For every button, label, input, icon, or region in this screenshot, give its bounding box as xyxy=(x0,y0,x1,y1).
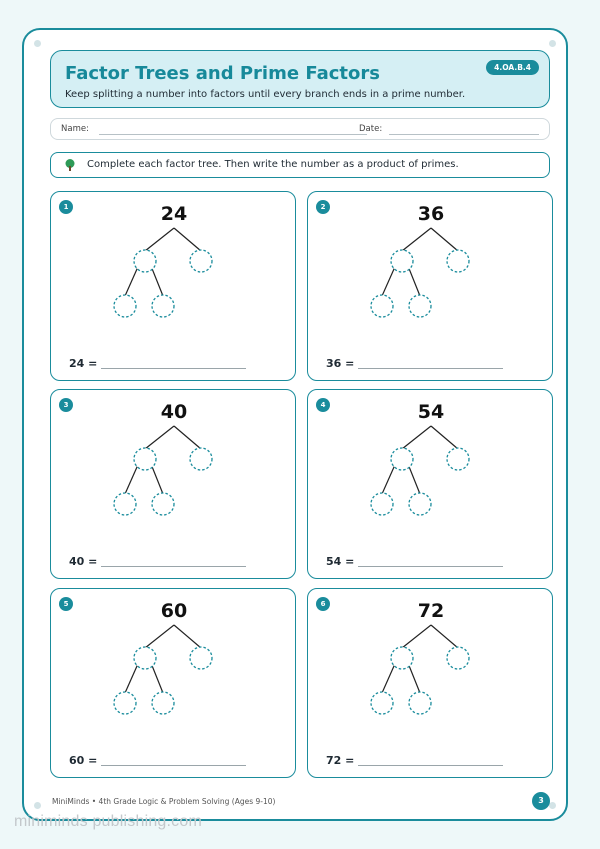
answer-label: 36 = xyxy=(326,357,355,370)
answer-line[interactable] xyxy=(358,566,503,567)
factor-circle[interactable] xyxy=(391,250,413,272)
factor-circle[interactable] xyxy=(409,295,431,317)
page-subtitle: Keep splitting a number into factors until every branch ends in a prime number. xyxy=(65,89,466,100)
answer-label: 72 = xyxy=(326,754,355,767)
tree-branch xyxy=(145,625,174,648)
name-field[interactable] xyxy=(99,134,367,135)
corner-dot xyxy=(34,802,41,809)
tree-root-number: 40 xyxy=(160,401,188,423)
factor-circle[interactable] xyxy=(447,448,469,470)
tree-branch xyxy=(402,426,431,449)
factor-circle[interactable] xyxy=(391,647,413,669)
factor-tree-panel xyxy=(50,191,296,381)
tree-branch xyxy=(431,426,458,449)
factor-tree-diagram xyxy=(308,192,554,352)
factor-circle[interactable] xyxy=(447,647,469,669)
factor-circle[interactable] xyxy=(134,647,156,669)
factor-circle[interactable] xyxy=(152,692,174,714)
tree-branch xyxy=(431,228,458,251)
tree-branch xyxy=(145,228,174,251)
answer-line[interactable] xyxy=(101,368,246,369)
factor-circle[interactable] xyxy=(447,250,469,272)
answer-label: 60 = xyxy=(69,754,98,767)
watermark: miniminds publishing.com xyxy=(14,813,202,830)
tree-branch xyxy=(402,228,431,251)
factor-circle[interactable] xyxy=(114,493,136,515)
corner-dot xyxy=(549,802,556,809)
page-number-badge: 3 xyxy=(532,792,550,810)
instruction-text: Complete each factor tree. Then write the number as a product of primes. xyxy=(87,159,459,170)
tree-root-number: 60 xyxy=(160,600,188,622)
factor-tree-panel xyxy=(50,389,296,579)
factor-circle[interactable] xyxy=(409,493,431,515)
factor-circle[interactable] xyxy=(114,692,136,714)
factor-tree-diagram xyxy=(51,589,297,749)
factor-circle[interactable] xyxy=(152,493,174,515)
factor-tree-panel xyxy=(307,588,553,778)
tree-icon xyxy=(63,158,77,172)
factor-circle[interactable] xyxy=(152,295,174,317)
factor-circle[interactable] xyxy=(409,692,431,714)
page-title: Factor Trees and Prime Factors xyxy=(65,63,380,84)
answer-label: 40 = xyxy=(69,555,98,568)
factor-circle[interactable] xyxy=(134,250,156,272)
answer-line[interactable] xyxy=(358,368,503,369)
tree-branch xyxy=(174,625,201,648)
factor-circle[interactable] xyxy=(371,295,393,317)
tree-branch xyxy=(402,625,431,648)
tree-branch xyxy=(145,426,174,449)
factor-circle[interactable] xyxy=(190,250,212,272)
factor-tree-diagram xyxy=(51,390,297,550)
factor-circle[interactable] xyxy=(134,448,156,470)
tree-branch xyxy=(431,625,458,648)
factor-circle[interactable] xyxy=(371,493,393,515)
standard-badge: 4.OA.B.4 xyxy=(486,60,539,75)
factor-tree-diagram xyxy=(308,589,554,749)
answer-line[interactable] xyxy=(358,765,503,766)
answer-label: 54 = xyxy=(326,555,355,568)
factor-circle[interactable] xyxy=(371,692,393,714)
corner-dot xyxy=(549,40,556,47)
tree-branch xyxy=(174,426,201,449)
factor-circle[interactable] xyxy=(391,448,413,470)
name-date-row xyxy=(50,118,550,140)
tree-root-number: 72 xyxy=(417,600,445,622)
factor-circle[interactable] xyxy=(114,295,136,317)
problem-number-badge: 1 xyxy=(59,200,73,214)
factor-tree-diagram xyxy=(51,192,297,352)
factor-circle[interactable] xyxy=(190,647,212,669)
worksheet-page xyxy=(22,28,568,821)
answer-line[interactable] xyxy=(101,566,246,567)
problem-number-badge: 6 xyxy=(316,597,330,611)
factor-tree-diagram xyxy=(308,390,554,550)
tree-root-number: 54 xyxy=(417,401,445,423)
problem-number-badge: 5 xyxy=(59,597,73,611)
factor-circle[interactable] xyxy=(190,448,212,470)
instruction-box xyxy=(50,152,550,178)
answer-label: 24 = xyxy=(69,357,98,370)
tree-root-number: 36 xyxy=(417,203,445,225)
problem-number-badge: 3 xyxy=(59,398,73,412)
date-field[interactable] xyxy=(389,134,539,135)
factor-tree-panel xyxy=(50,588,296,778)
footer-text: MiniMinds • 4th Grade Logic & Problem Solving (Ages 9-10) xyxy=(52,797,276,806)
name-label: Name: xyxy=(61,124,89,134)
problem-number-badge: 2 xyxy=(316,200,330,214)
tree-root-number: 24 xyxy=(160,203,188,225)
factor-tree-panel xyxy=(307,389,553,579)
date-label: Date: xyxy=(359,124,383,134)
corner-dot xyxy=(34,40,41,47)
tree-branch xyxy=(174,228,201,251)
factor-tree-panel xyxy=(307,191,553,381)
problem-number-badge: 4 xyxy=(316,398,330,412)
answer-line[interactable] xyxy=(101,765,246,766)
header-banner xyxy=(50,50,550,108)
